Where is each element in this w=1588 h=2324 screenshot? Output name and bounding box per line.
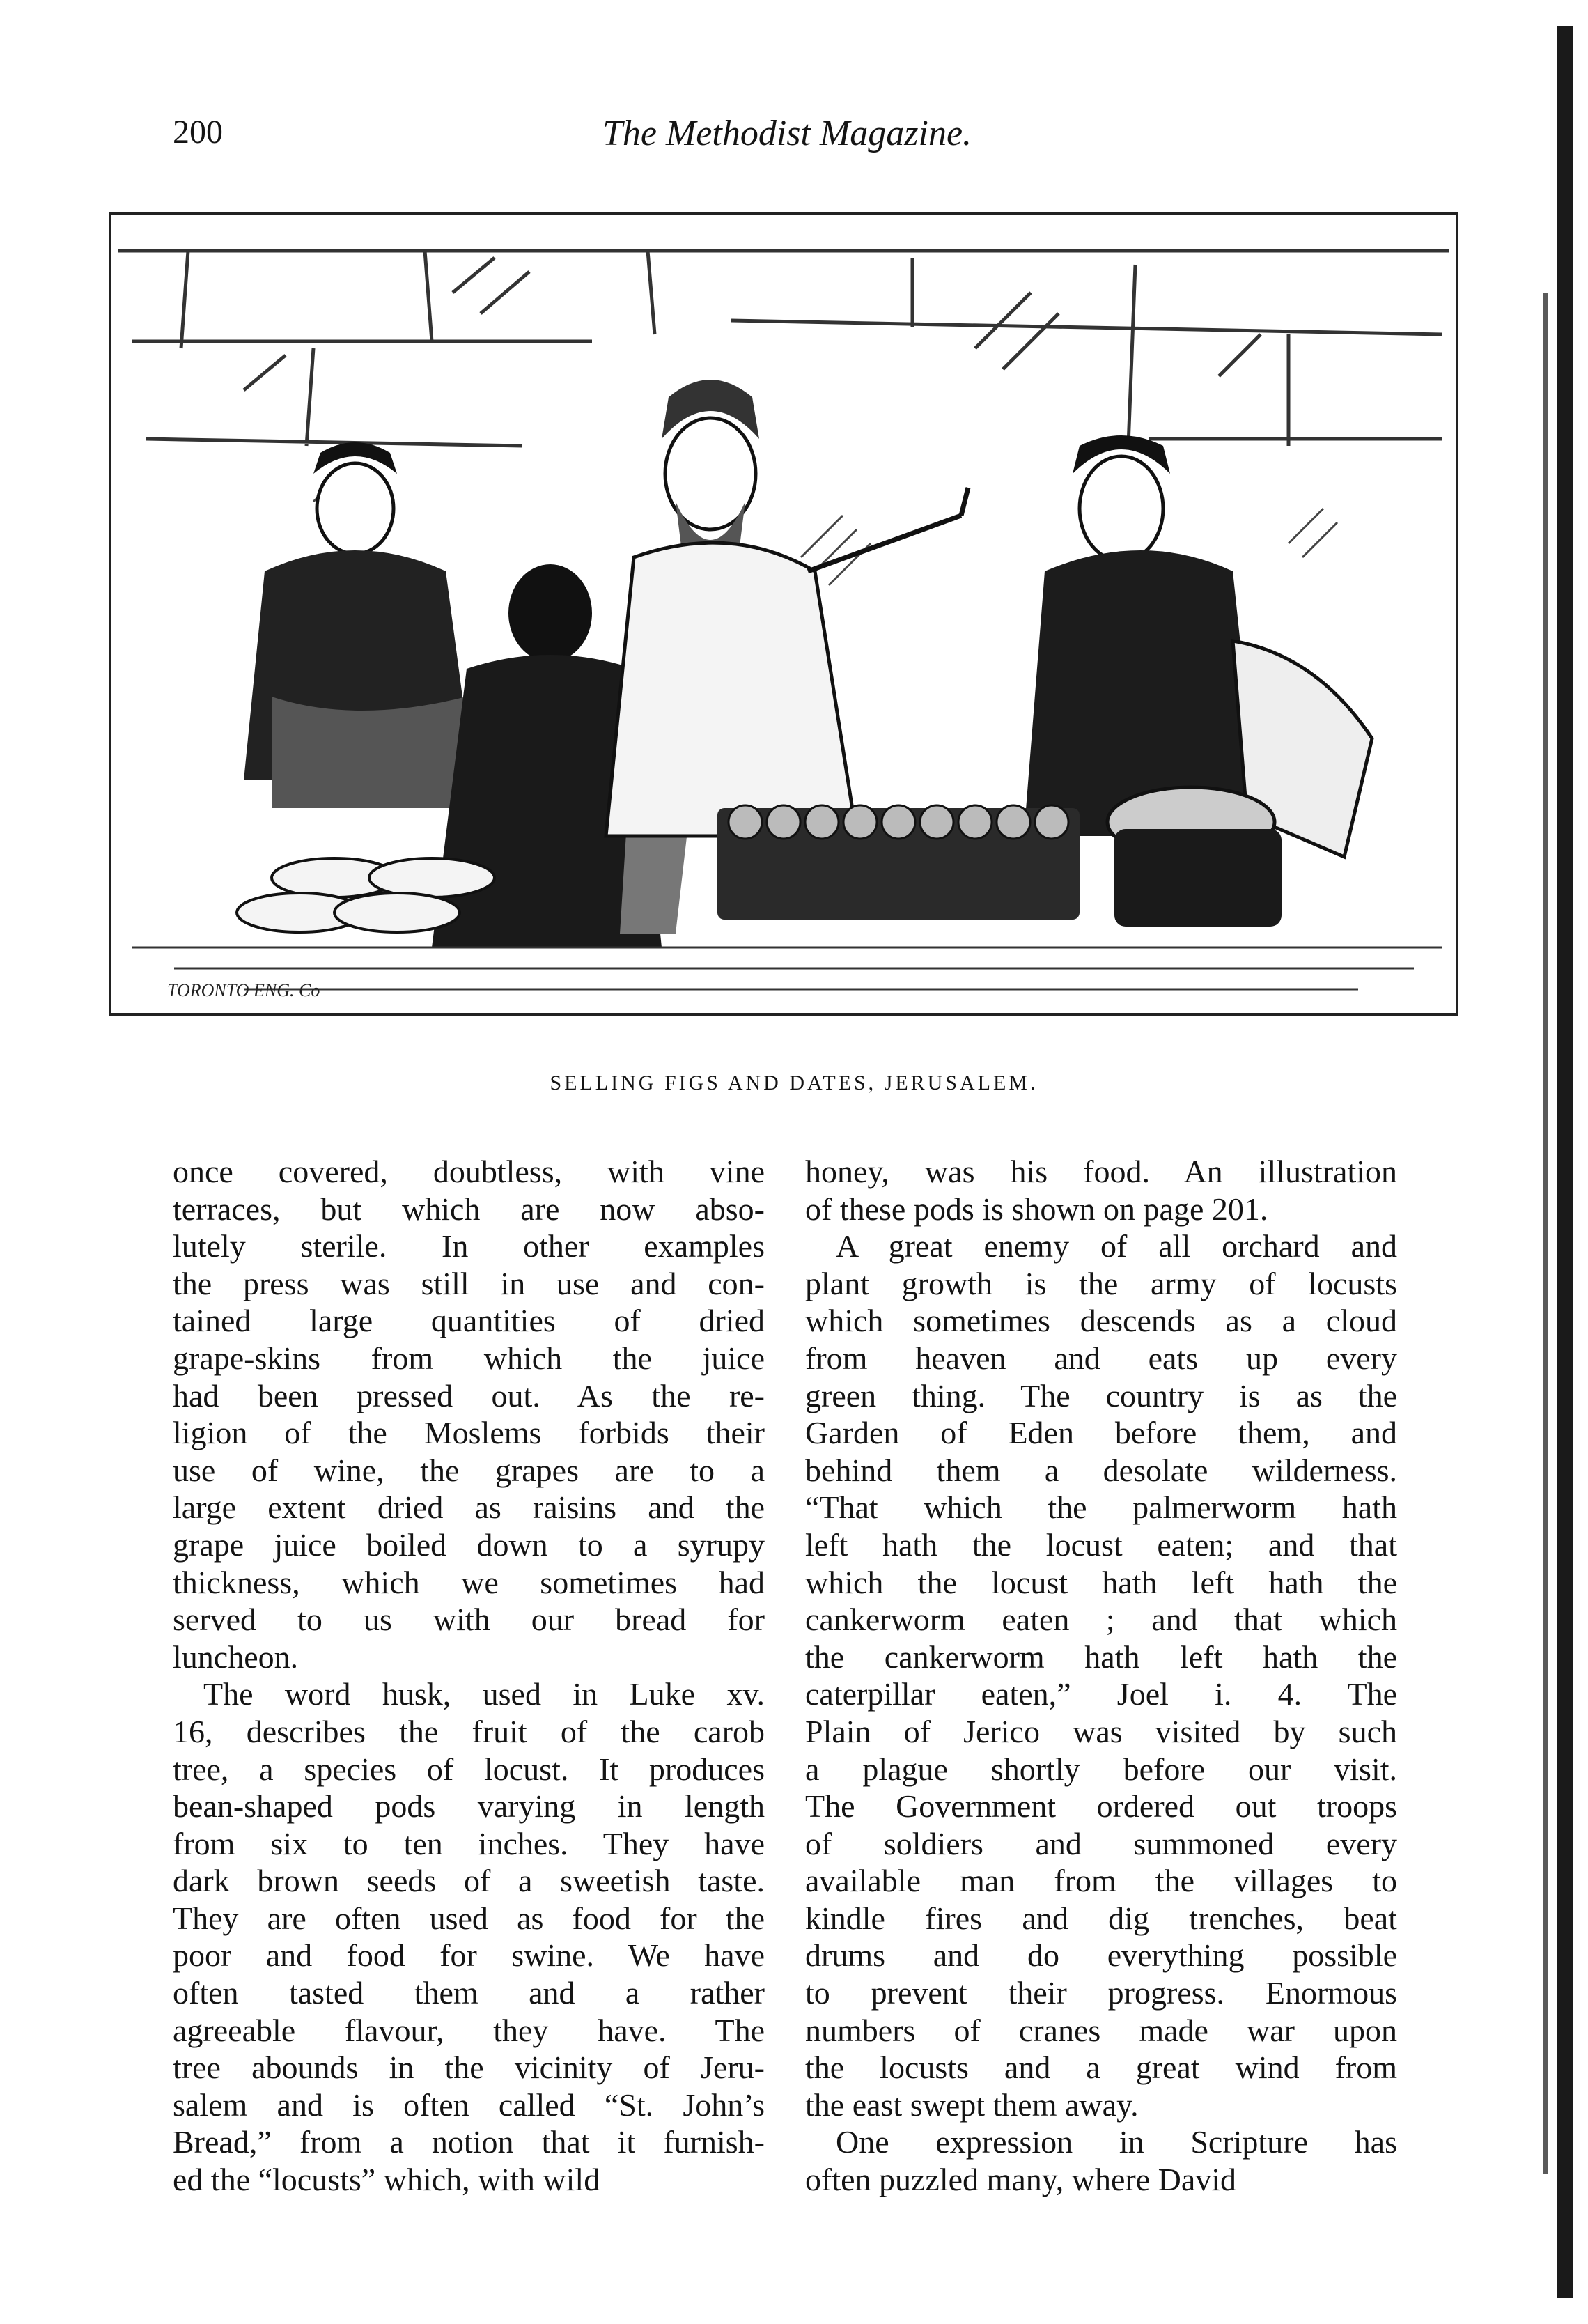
- text-line: often tasted them and a rather: [173, 1975, 765, 2011]
- text-line: agreeable flavour, they have. The: [173, 2012, 765, 2048]
- running-head: The Methodist Magazine.: [602, 114, 972, 153]
- text-line: use of wine, the grapes are to a: [173, 1452, 765, 1488]
- text-line: which sometimes descends as a cloud: [805, 1303, 1397, 1339]
- text-line: ed the “locusts” which, with wild: [173, 2162, 600, 2198]
- text-line: the cankerworm hath left hath the: [805, 1639, 1397, 1675]
- text-line: kindle fires and dig trenches, beat: [805, 1900, 1397, 1936]
- text-line: from six to ten inches. They have: [173, 1825, 765, 1861]
- text-line: Bread,” from a notion that it furnish-: [173, 2124, 765, 2160]
- text-line: One expression in Scripture has: [836, 2124, 1397, 2160]
- text-line: 16, describes the fruit of the carob: [173, 1713, 765, 1749]
- left-column: [173, 1153, 765, 2199]
- text-line: available man from the villages to: [805, 1863, 1397, 1899]
- baskets-of-fruit: [717, 787, 1282, 927]
- text-line: lutely sterile. In other examples: [173, 1228, 765, 1264]
- text-line: ligion of the Moslems forbids their: [173, 1415, 765, 1451]
- text-line: which the locust hath left hath the: [805, 1564, 1397, 1600]
- text-line: tree, a species of locust. It produces: [173, 1751, 765, 1787]
- text-line: bean-shaped pods varying in length: [173, 1788, 765, 1825]
- figure-caption: SELLING FIGS AND DATES, JERUSALEM.: [550, 1071, 1038, 1094]
- text-line: cankerworm eaten ; and that which: [805, 1602, 1397, 1638]
- text-line: once covered, doubtless, with vine: [173, 1154, 765, 1189]
- engraving-illustration: [104, 209, 1463, 1031]
- text-line: thickness, which we sometimes had: [173, 1564, 765, 1600]
- text-line: the east swept them away.: [805, 2086, 1139, 2123]
- page-edge-shadow-inner: [1543, 293, 1548, 2174]
- bread-loaves: [237, 858, 495, 932]
- text-line: served to us with our bread for: [173, 1602, 765, 1638]
- text-line: They are often used as food for the: [173, 1900, 765, 1936]
- text-line: had been pressed out. As the re-: [173, 1377, 765, 1413]
- text-line: The Government ordered out troops: [805, 1788, 1397, 1825]
- text-line: The word husk, used in Luke xv.: [203, 1676, 765, 1712]
- text-line: behind them a desolate wilderness.: [805, 1452, 1397, 1488]
- text-line: tree abounds in the vicinity of Jeru-: [173, 2050, 765, 2086]
- text-line: the locusts and a great wind from: [805, 2050, 1397, 2086]
- text-line: of these pods is shown on page 201.: [805, 1191, 1268, 1227]
- text-line: “That which the palmerworm hath: [805, 1489, 1397, 1526]
- text-line: grape juice boiled down to a syrupy: [173, 1526, 765, 1563]
- text-line: caterpillar eaten,” Joel i. 4. The: [805, 1676, 1397, 1712]
- text-line: Garden of Eden before them, and: [805, 1415, 1397, 1451]
- text-line: from heaven and eats up every: [805, 1340, 1397, 1376]
- text-line: honey, was his food. An illustration: [805, 1154, 1397, 1189]
- text-line: drums and do everything possible: [805, 1937, 1397, 1974]
- page-number: 200: [173, 114, 223, 150]
- text-line: large extent dried as raisins and the: [173, 1489, 765, 1526]
- text-line: left hath the locust eaten; and that: [805, 1526, 1397, 1563]
- text-line: grape-skins from which the juice: [173, 1340, 765, 1376]
- text-line: Plain of Jerico was visited by such: [805, 1713, 1397, 1749]
- text-line: of soldiers and summoned every: [805, 1825, 1397, 1861]
- text-line: plant growth is the army of locusts: [805, 1265, 1397, 1301]
- text-line: tained large quantities of dried: [173, 1303, 765, 1339]
- text-line: the press was still in use and con-: [173, 1265, 765, 1301]
- text-line: to prevent their progress. Enormous: [805, 1975, 1397, 2011]
- right-column: [805, 1153, 1397, 2199]
- text-line: terraces, but which are now abso-: [173, 1191, 765, 1227]
- text-line: dark brown seeds of a sweetish taste.: [173, 1863, 765, 1899]
- text-line: a plague shortly before our visit.: [805, 1751, 1397, 1787]
- text-line: A great enemy of all orchard and: [836, 1228, 1397, 1264]
- engraver-signature: TORONTO ENG. Co: [167, 980, 320, 1000]
- text-line: salem and is often called “St. John’s: [173, 2086, 765, 2123]
- text-line: poor and food for swine. We have: [173, 1937, 765, 1974]
- text-line: green thing. The country is as the: [805, 1377, 1397, 1413]
- text-line: luncheon.: [173, 1639, 299, 1675]
- text-line: often puzzled many, where David: [805, 2162, 1237, 2198]
- page-edge-shadow: [1557, 26, 1573, 2298]
- text-line: numbers of cranes made war upon: [805, 2012, 1397, 2048]
